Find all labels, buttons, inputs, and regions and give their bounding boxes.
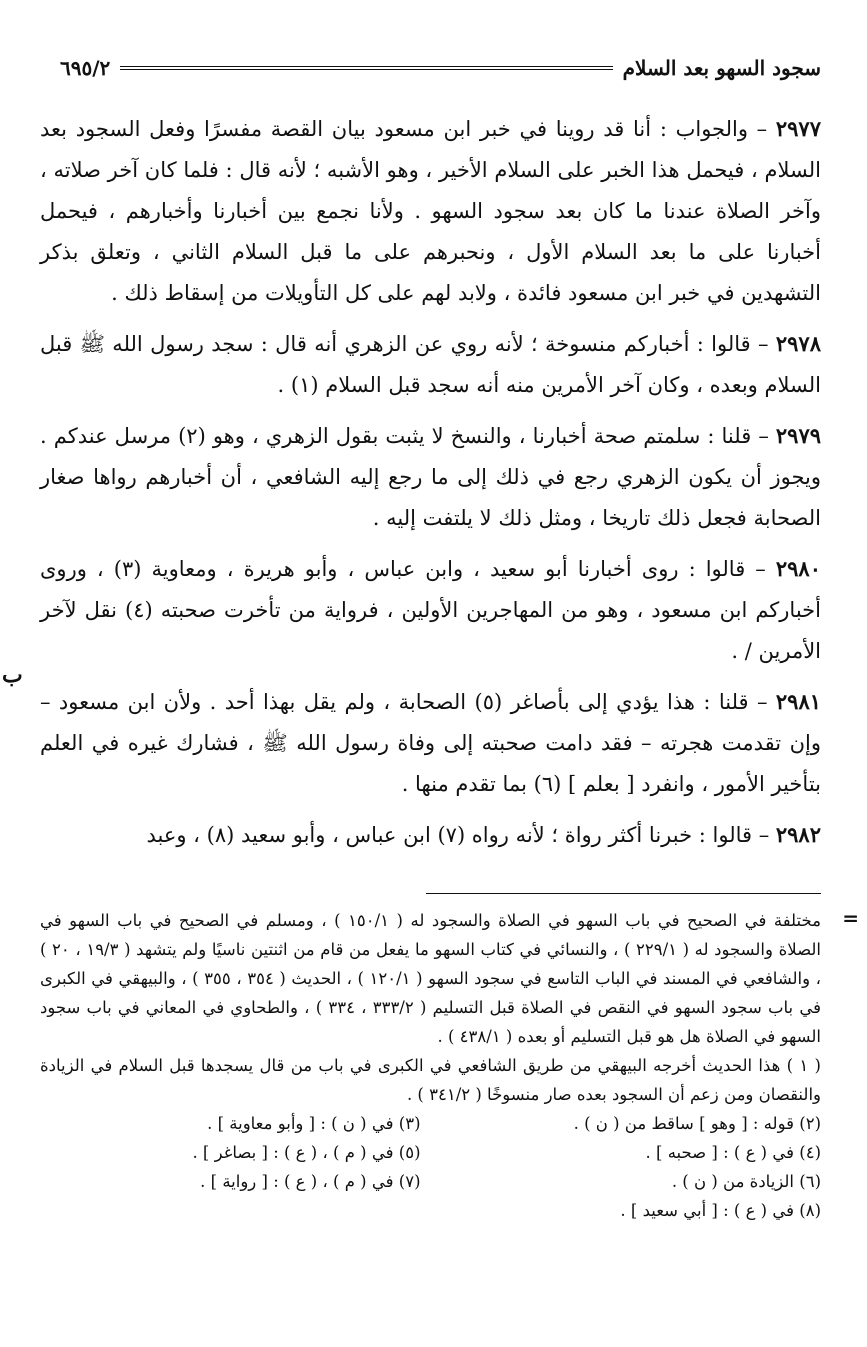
- paragraph-number: ٢٩٧٩: [775, 423, 822, 448]
- paragraph-2981: [40, 681, 821, 805]
- paragraph-text: – قالوا : خبرنا أكثر رواة ؛ لأنه رواه (٧) ابن عباس ، وأبو سعيد (٨) ، وعبد: [146, 823, 776, 847]
- paragraph-2977: [40, 108, 821, 314]
- paragraph-text: – قالوا : أخباركم منسوخة ؛ لأنه روي عن الزهري أنه قال : سجد رسول الله ﷺ قبل السلام وبعده ، وكان آخر الأمرين منه أنه سجد قبل السلام (١) .: [40, 332, 821, 397]
- paragraph-number: ٢٩٨٢: [775, 822, 821, 847]
- paragraph-text: – قالوا : روى أخبارنا أبو سعيد ، وابن عباس ، وأبو هريرة ، ومعاوية (٣) ، وروى أخباركم ابن مسعود ، وهو من المهاجرين الأولين ، فرواية من تأخرت صحبته (٤) نقل لآخر الأمرين / .: [40, 557, 821, 663]
- paragraph-number: ٢٩٧٨: [775, 331, 821, 356]
- footnote-7: (٧) في ( م ) ، ( ع ) : [ رواية ] .: [200, 1172, 421, 1191]
- paragraph-2979: [40, 415, 821, 539]
- paragraph-number: ٢٩٧٧: [775, 116, 821, 141]
- footnote-2: (٢) قوله : [ وهو ] ساقط من ( ن ) .: [573, 1114, 821, 1133]
- margin-folio-mark: ب: [2, 662, 23, 688]
- paragraph-text: – والجواب : أنا قد روينا في خبر ابن مسعود بيان القصة مفسرًا وفعل السجود بعد السلام ، فيحمل هذا الخبر على السلام الأخير ، وهو الأشبه ؛ لأنه قال : فلما كان آخر صلاته ، وآخر الصلاة عندنا ما كان بعد سجود السهو . ولأنا نجمع بين أخبارنا وأخبارهم ، فيحمل أخبارنا على ما بعد السلام الأول ، ونحبرهم على ما قبل السلام الثاني ، وتعلق بذكر التشهدين في خبر ابن مسعود فائدة ، ولابد لهم على كل التأويلات من إسقاط ذلك .: [40, 117, 821, 305]
- footnote-5: (٥) في ( م ) ، ( ع ) : [ بصاغر ] .: [192, 1143, 421, 1162]
- footnote-continuation-marker: =: [842, 906, 859, 930]
- paragraph-text: – قلنا : سلمتم صحة أخبارنا ، والنسخ لا يثبت بقول الزهري ، وهو (٢) مرسل عندكم . ويجوز أن يكون الزهري رجع في ذلك إلى ما رجع إليه الشافعي ، أن أخبارهم رواها صغار الصحابة فجعل ذلك تاريخا ، ومثل ذلك لا يلتفت إليه .: [40, 424, 821, 530]
- footnote-grid: [40, 1109, 821, 1225]
- paragraph-number: ٢٩٨٠: [775, 556, 821, 581]
- paragraph-2978: [40, 323, 821, 406]
- footnote-4: (٤) في ( ع ) : [ صحبه ] .: [645, 1143, 821, 1162]
- paragraph-2980: [40, 548, 821, 672]
- footnote-1: ( ١ ) هذا الحديث أخرجه البيهقي من طريق الشافعي في الكبرى في باب من قال يسجدها قبل السلام في الزيادة والنقصان ومن زعم أن السجود بعده صار منسوخًا ( ٣٤١/٢ ) .: [40, 1056, 821, 1104]
- paragraph-2982: [40, 814, 821, 856]
- main-text: [40, 108, 821, 865]
- running-head-title: سجود السهو بعد السلام: [622, 56, 821, 80]
- running-head-rule: [120, 66, 612, 70]
- footnote-6: (٦) الزيادة من ( ن ) .: [671, 1172, 821, 1191]
- running-head: [60, 48, 821, 88]
- paragraph-number: ٢٩٨١: [775, 689, 822, 714]
- footnote-separator: [426, 893, 821, 894]
- page-number: ٦٩٥/٢: [60, 56, 111, 80]
- footnotes: [40, 906, 821, 1225]
- footnote-3: (٣) في ( ن ) : [ وأبو معاوية ] .: [207, 1114, 421, 1133]
- paragraph-text: – قلنا : هذا يؤدي إلى بأصاغر (٥) الصحابة ، ولم يقل بهذا أحد . ولأن ابن مسعود – وإن تقدمت هجرته – فقد دامت صحبته إلى وفاة رسول الله ﷺ ، فشارك غيره في العلم بتأخير الأمور ، وانفرد [ بعلم ] (٦) بما تقدم منها .: [40, 690, 821, 796]
- footnote-continuation: مختلفة في الصحيح في باب السهو في الصلاة والسجود له ( ١٥٠/١ ) ، ومسلم في الصحيح في باب السهو في الصلاة والسجود له ( ٢٢٩/١ ) ، والنسائي في كتاب السهو ما يفعل من قام من اثنتين ناسيًا ولم يتشهد ( ١٩/٣ ، ٢٠ ) ، والشافعي في المسند في الباب التاسع في سجود السهو ( ١٢٠/١ ) ، الحديث ( ٣٥٤ ، ٣٥٥ ) ، والبيهقي في الكبرى في باب سجود السهو في النقص في الصلاة قبل التسليم ( ٣٣٣/٢ ، ٣٣٤ ) ، والطحاوي في المعاني في باب سجود السهو في الصلاة هل هو قبل التسليم أو بعده ( ٤٣٨/١ ) .: [40, 911, 821, 1046]
- footnote-8: (٨) في ( ع ) : [ أبي سعيد ] .: [620, 1201, 821, 1220]
